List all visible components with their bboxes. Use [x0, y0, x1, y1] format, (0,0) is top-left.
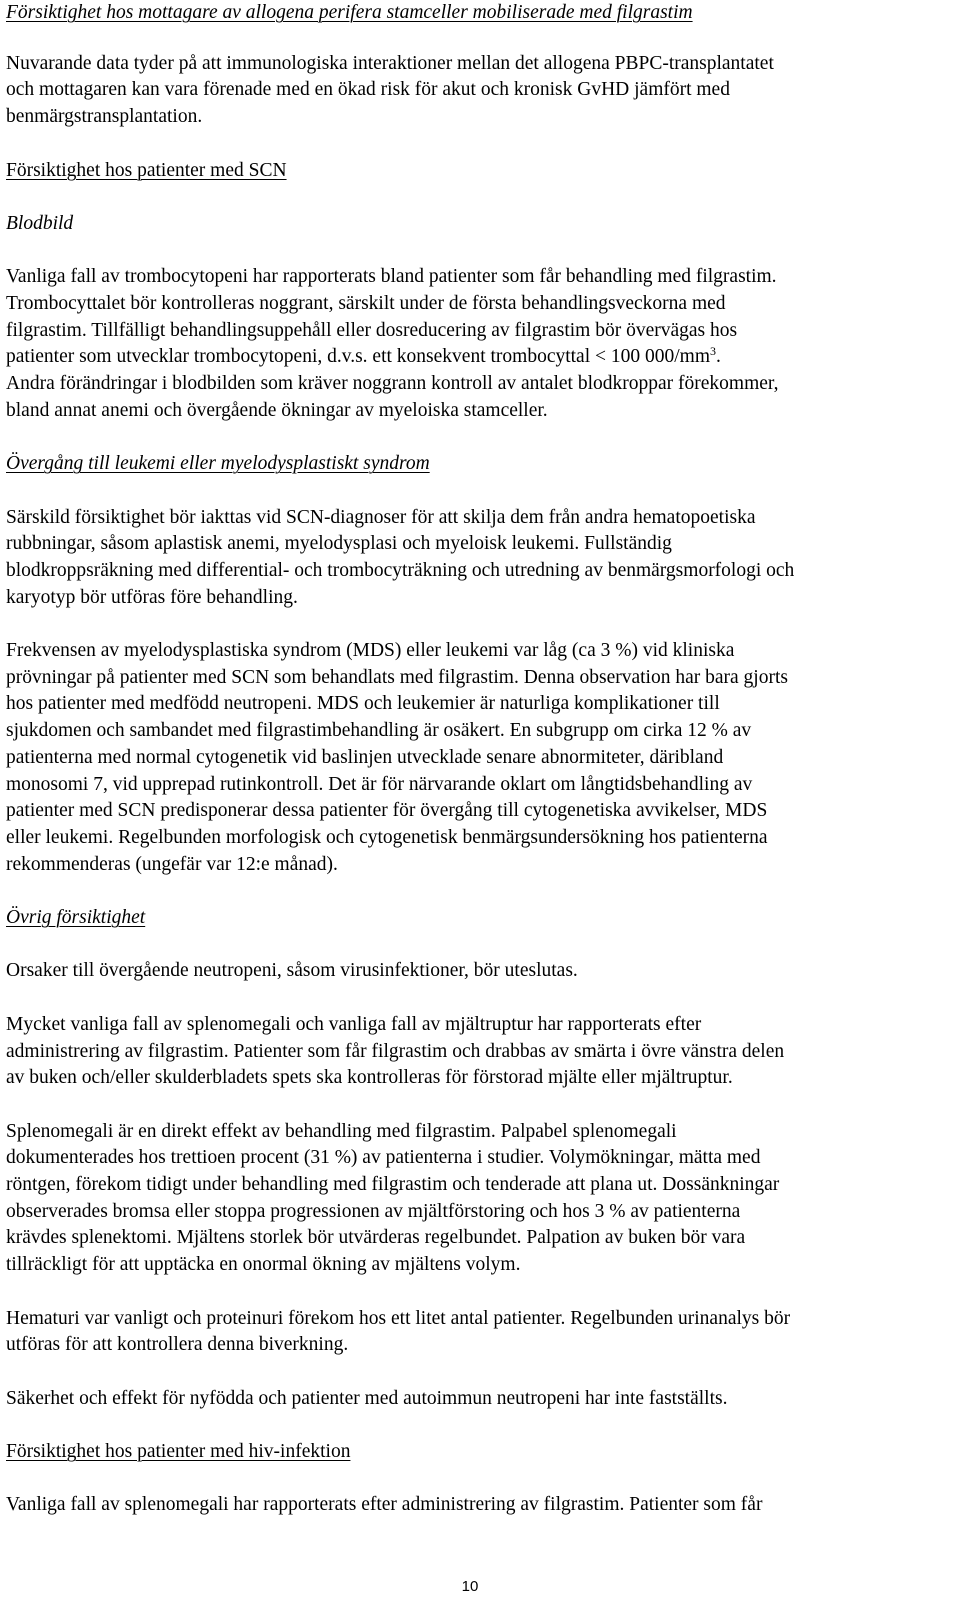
paragraph-blodbild [6, 264, 946, 424]
paragraph-hiv [6, 1492, 946, 1519]
text-line: observerades bromsa eller stoppa progressionen av mjältförstoring och hos 3 % av patienterna [6, 1200, 741, 1222]
text-segment: . [716, 346, 721, 368]
text-line: patienter med SCN predisponerar dessa patienter för övergång till cytogenetiska avvikelser, MDS [6, 800, 768, 822]
text-line: röntgen, förekom tidigt under behandling med filgrastim och tenderade att plana ut. Dossänkningar [6, 1174, 780, 1196]
text-line: Orsaker till övergående neutropeni, såsom virusinfektioner, bör uteslutas. [6, 960, 578, 982]
paragraph-pbpc [6, 51, 946, 131]
text-line: karyotyp bör utföras före behandling. [6, 586, 298, 608]
paragraph-ovrig-5 [6, 1386, 946, 1413]
subsection-heading-ovrig: Övrig försiktighet [6, 907, 146, 929]
text-line: filgrastim. Tillfälligt behandlingsuppehåll eller dosreducering av filgrastim bör övervägas hos [6, 319, 738, 341]
text-line: Säkerhet och effekt för nyfödda och patienter med autoimmun neutropeni har inte fastställts. [6, 1387, 728, 1409]
paragraph-ovrig-1 [6, 958, 946, 985]
document-page [6, 0, 946, 1519]
text-line: och mottagaren kan vara förenade med en ökad risk för akut och kronisk GvHD jämfört med [6, 79, 730, 101]
paragraph-ovrig-3 [6, 1119, 946, 1279]
section-heading-hiv: Försiktighet hos patienter med hiv-infektion [6, 1441, 351, 1463]
text-line: prövningar på patienter med SCN som behandlats med filgrastim. Denna observation har bara gjorts [6, 666, 788, 688]
text-line: dokumenterades hos trettioen procent (31 %) av patienterna i studier. Volymökningar, mätta med [6, 1147, 761, 1169]
text-line: bland annat anemi och övergående ökningar av myeloiska stamceller. [6, 399, 548, 421]
text-line: rubbningar, såsom aplastisk anemi, myelodysplasi och myeloisk leukemi. Fullständig [6, 533, 672, 555]
text-line: Hematuri var vanligt och proteinuri förekom hos ett litet antal patienter. Regelbunden urinanalys bör [6, 1307, 791, 1329]
text-line: sjukdomen och sambandet med filgrastimbehandling är osäkert. En subgrupp om cirka 12 % av [6, 720, 752, 742]
superscript: 3 [710, 344, 717, 359]
paragraph-leukemi-2 [6, 638, 946, 878]
text-line: Frekvensen av myelodysplastiska syndrom (MDS) eller leukemi var låg (ca 3 %) vid kliniska [6, 640, 735, 662]
paragraph-leukemi-1 [6, 505, 946, 612]
text-line: Mycket vanliga fall av splenomegali och vanliga fall av mjältruptur har rapporterats efter [6, 1013, 702, 1035]
text-line: krävdes splenektomi. Mjältens storlek bör utvärderas regelbundet. Palpation av buken bör vara [6, 1227, 746, 1249]
text-segment: patienter som utvecklar trombocytopeni, d.v.s. ett konsekvent trombocyttal < 100 000/mm [6, 346, 711, 368]
text-line: monosomi 7, vid upprepad rutinkontroll. Det är för närvarande oklart om långtidsbehandling av [6, 773, 753, 795]
text-line: utföras för att kontrollera denna biverkning. [6, 1334, 349, 1356]
text-line: Andra förändringar i blodbilden som kräver noggrann kontroll av antalet blodkroppar förekommer, [6, 373, 779, 395]
text-line: hos patienter med medfödd neutropeni. MDS och leukemier är naturliga komplikationer till [6, 693, 720, 715]
section-heading-pbpc: Försiktighet hos mottagare av allogena perifera stamceller mobiliserade med filgrastim [6, 2, 693, 23]
text-line: Vanliga fall av splenomegali har rapporterats efter administrering av filgrastim. Patienter som får [6, 1494, 763, 1516]
subsection-heading-leukemi: Övergång till leukemi eller myelodysplastiskt syndrom [6, 453, 430, 475]
text-line: patienterna med normal cytogenetik vid baslinjen utvecklade senare abnormiteter, däribland [6, 746, 724, 768]
paragraph-ovrig-4 [6, 1306, 946, 1359]
text-line: Vanliga fall av trombocytopeni har rapporterats bland patienter som får behandling med filgrastim. [6, 266, 777, 288]
section-heading-scn: Försiktighet hos patienter med SCN [6, 159, 287, 181]
text-line: blodkroppsräkning med differential- och trombocyträkning och utredning av benmärgsmorfologi och [6, 559, 795, 581]
text-line [6, 344, 946, 371]
text-line: av buken och/eller skulderbladets spets ska kontrolleras för förstorad mjälte eller mjältruptur. [6, 1067, 733, 1089]
text-line: benmärgstransplantation. [6, 106, 203, 128]
text-line: rekommenderas (ungefär var 12:e månad). [6, 853, 338, 875]
text-line: administrering av filgrastim. Patienter som får filgrastim och drabbas av smärta i övre vänstra delen [6, 1040, 785, 1062]
text-line: Nuvarande data tyder på att immunologiska interaktioner mellan det allogena PBPC-transplantatet [6, 52, 774, 74]
paragraph-ovrig-2 [6, 1012, 946, 1092]
text-line: Särskild försiktighet bör iakttas vid SCN-diagnoser för att skilja dem från andra hematopoetiska [6, 506, 756, 528]
text-line: Splenomegali är en direkt effekt av behandling med filgrastim. Palpabel splenomegali [6, 1120, 677, 1142]
text-line: tillräckligt för att upptäcka en onormal ökning av mjältens volym. [6, 1254, 521, 1276]
page-number: 10 [461, 1578, 479, 1595]
subsection-heading-blodbild: Blodbild [6, 212, 74, 234]
text-line: eller leukemi. Regelbunden morfologisk och cytogenetisk benmärgsundersökning hos patienterna [6, 827, 768, 848]
text-line: Trombocyttalet bör kontrolleras noggrant, särskilt under de första behandlingsveckorna med [6, 292, 726, 314]
